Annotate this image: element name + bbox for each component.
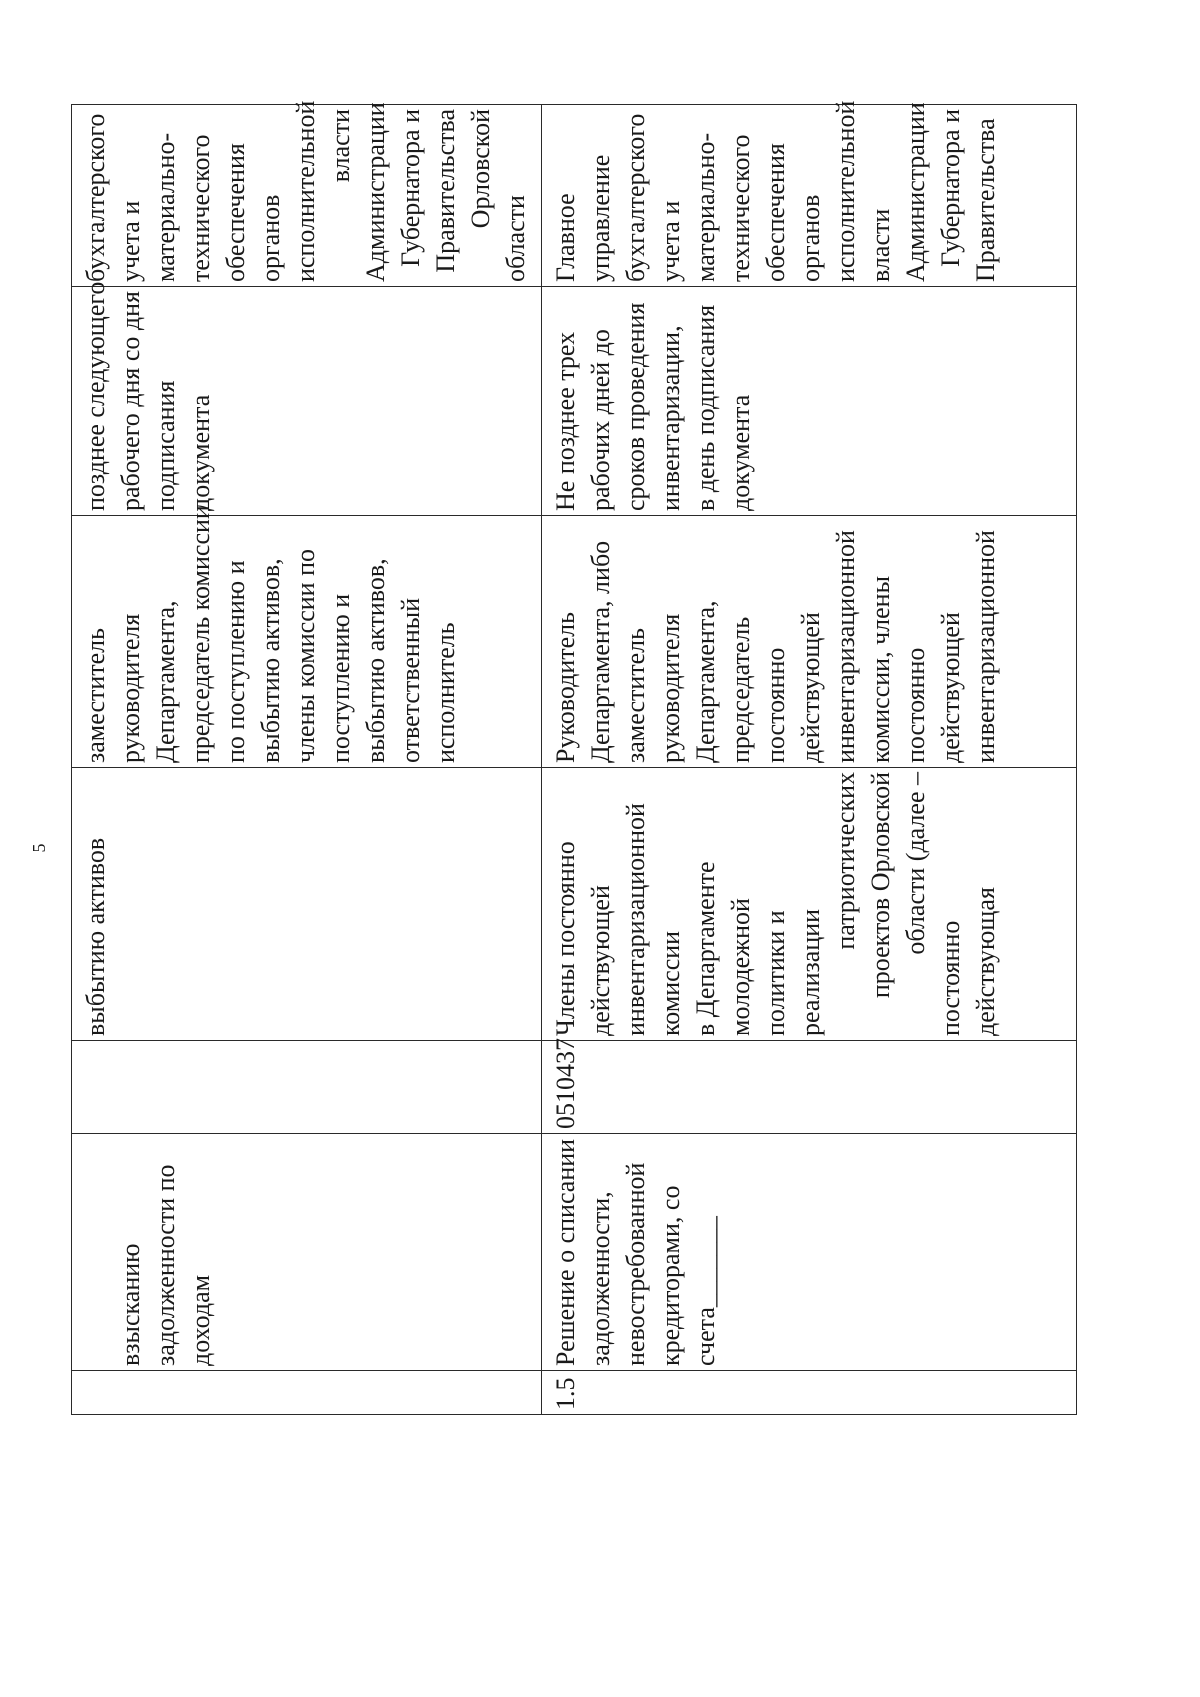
cell-line: Департамента, либо (586, 540, 615, 763)
cell-line: поступлению и (326, 593, 355, 763)
cell-line: Правительства (431, 109, 460, 273)
cell-line: позднее следующего (81, 281, 110, 511)
cell-line: выбытию активов, (361, 558, 390, 763)
page-number: 5 (29, 843, 49, 853)
cell-line: в Департаменте (691, 861, 720, 1036)
cell-line: рабочего дня со дня (116, 291, 145, 511)
cell-line: председатель комиссии (186, 505, 215, 763)
cell-line: Губернатора и (936, 109, 965, 267)
cell-line: Департамента, (151, 600, 180, 763)
cell-line: задолженности по (151, 1164, 180, 1366)
cell-line: Орловской (466, 109, 495, 229)
cell-line: политики и (761, 910, 790, 1036)
cell-line: бухгалтерского (621, 113, 650, 282)
cell-line: доходам (186, 1274, 215, 1366)
cell-line: выбытию активов, (256, 558, 285, 763)
cell-line: руководителя (116, 613, 145, 763)
cell-line: Руководитель (551, 612, 580, 763)
cell-line: учета и (116, 200, 145, 282)
cell-line: инвентаризационной (621, 803, 650, 1036)
cell-line: области (501, 195, 530, 282)
cell-line: комиссии (656, 930, 685, 1036)
cell-who-prepares (542, 768, 1077, 1041)
cell-line: проектов Орловской (866, 772, 895, 999)
table-row (542, 105, 1077, 1415)
cell-line: исполнительной (291, 100, 320, 282)
cell-document-name (72, 1134, 542, 1371)
table-row (72, 105, 542, 1415)
cell-line: действующая (971, 887, 1000, 1036)
cell-line: технического (186, 134, 215, 282)
cell-line: комиссии, члены (866, 575, 895, 763)
cell-line: действующей (796, 612, 825, 763)
cell-line: инвентаризационной (831, 530, 860, 763)
cell-line: невостребованной (621, 1162, 650, 1366)
cell-text: 1.5 (551, 1377, 580, 1410)
cell-line: области (далее – (901, 772, 930, 955)
cell-line: Губернатора и (396, 109, 425, 267)
cell-line: материально- (151, 132, 180, 282)
cell-line: 0510437 (551, 1038, 580, 1129)
cell-line: действующей (586, 885, 615, 1036)
cell-document-name (542, 1134, 1077, 1371)
cell-num (542, 1371, 1077, 1415)
cell-line: обеспечения (221, 143, 250, 282)
cell-line: Главное (551, 193, 580, 282)
cell-line: в день подписания (691, 304, 720, 511)
cell-line: инвентаризационной (971, 530, 1000, 763)
cell-line: технического (726, 134, 755, 282)
cell-line: бухгалтерского (81, 113, 110, 282)
cell-line: Правительства (971, 118, 1000, 282)
cell-line: рабочих дней до (586, 329, 615, 511)
cell-line: Не позднее трех (551, 331, 580, 511)
cell-line: молодежной (726, 898, 755, 1036)
cell-line: постоянно (936, 920, 965, 1036)
cell-line: заместитель (621, 627, 650, 763)
cell-line: материально- (691, 132, 720, 282)
cell-line: постоянно (901, 647, 930, 763)
cell-line: председатель (726, 616, 755, 763)
cell-line: Администрации (901, 102, 930, 282)
cell-line: реализации (796, 908, 825, 1036)
cell-who-signs (542, 516, 1077, 768)
cell-line: постоянно (761, 647, 790, 763)
cell-line: руководителя (656, 613, 685, 763)
cell-line: управление (586, 154, 615, 282)
cell-recipient (542, 100, 1077, 287)
cell-line: взысканию (116, 1243, 145, 1366)
cell-line: органов (796, 194, 825, 282)
cell-who-prepares (72, 768, 542, 1041)
cell-line: органов (256, 194, 285, 282)
cell-line: сроков проведения (621, 302, 650, 511)
cell-line: документа (186, 394, 215, 511)
cell-line: исполнитель (431, 622, 460, 763)
cell-line: обеспечения (761, 143, 790, 282)
rotated-table-container (71, 100, 1076, 1415)
cell-line: Члены постоянно (551, 841, 580, 1036)
cell-line: ответственный (396, 597, 425, 763)
cell-deadline (542, 287, 1077, 516)
document-table (71, 100, 1077, 1415)
cell-line: задолженности, (586, 1191, 615, 1366)
cell-form-code (542, 1038, 1077, 1134)
cell-line (78, 1138, 113, 1366)
cell-recipient (72, 100, 542, 287)
cell-line: документа (726, 394, 755, 511)
cell-line: по поступлению и (221, 560, 250, 763)
cell-line: действующей (936, 612, 965, 763)
cell-who-signs (72, 505, 542, 768)
cell-line: Администрации (361, 102, 390, 282)
cell-line: патриотических (831, 772, 860, 950)
cell-deadline (72, 281, 542, 516)
cell-line: Департамента, (691, 600, 720, 763)
cell-line: подписания (151, 380, 180, 511)
cell-form-code (72, 1041, 542, 1134)
cell-line: выбытию активов (81, 837, 110, 1036)
cell-line: заместитель (81, 627, 110, 763)
cell-line: кредиторами, со (656, 1185, 685, 1366)
cell-line: власти (326, 109, 355, 183)
cell-line: учета и (656, 200, 685, 282)
cell-line: инвентаризации, (656, 325, 685, 511)
cell-line: исполнительной (831, 100, 860, 282)
cell-line: Решение о списании (551, 1138, 580, 1366)
cell-line: власти (866, 208, 895, 282)
cell-num (72, 1371, 542, 1415)
cell-line: счета_______ (691, 1216, 720, 1366)
cell-line: члены комиссии по (291, 549, 320, 763)
